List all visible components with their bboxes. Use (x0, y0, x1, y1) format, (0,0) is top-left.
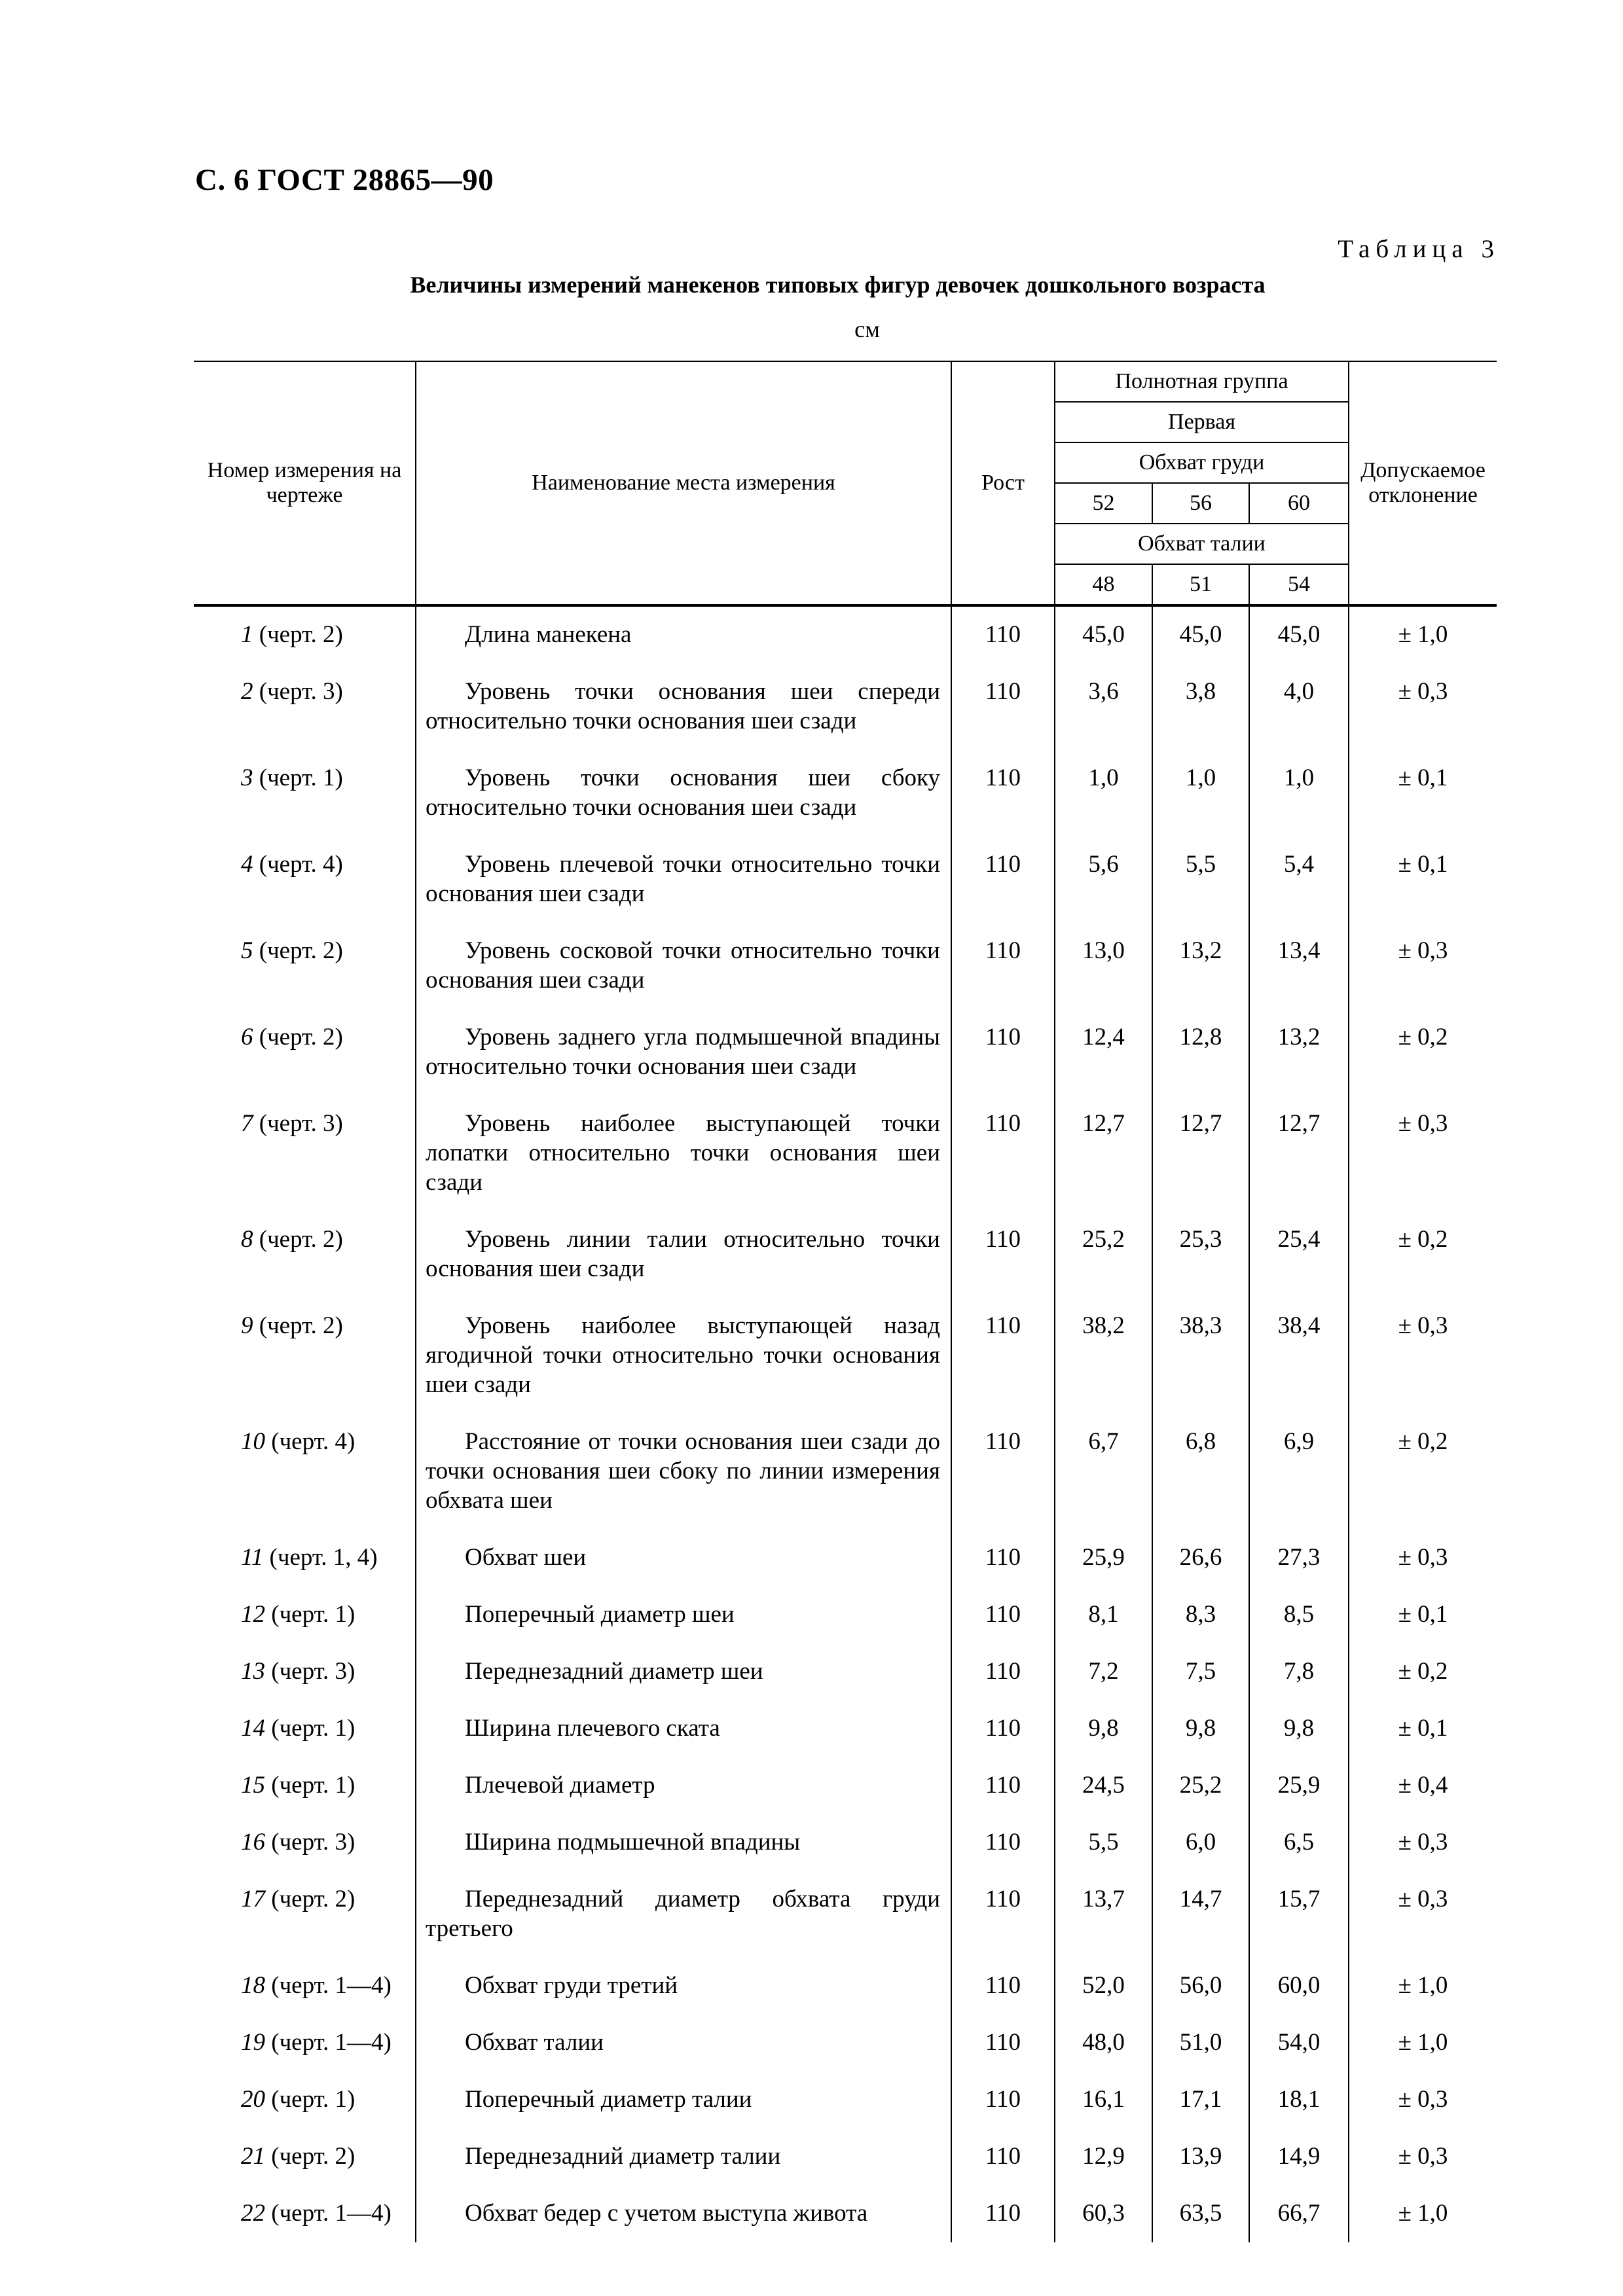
measurement-number: 3 (241, 764, 253, 791)
measurement-number: 20 (241, 2086, 265, 2113)
table-row (194, 836, 1497, 923)
height-cell: 110 (951, 605, 1055, 664)
drawing-ref: (черт. 3) (265, 1829, 356, 1856)
table-row (194, 1643, 1497, 1700)
measurement-number: 19 (241, 2029, 265, 2056)
measurement-number: 17 (241, 1886, 265, 1912)
drawing-ref: (черт. 2) (253, 1226, 343, 1253)
value-cell: 5,5 (1055, 1814, 1152, 1871)
measurement-number: 6 (241, 1024, 253, 1050)
value-cell: 1,0 (1152, 750, 1249, 836)
place-name: Уровень линии талии относительно точки основания шеи сзади (426, 1226, 940, 1282)
place-name: Уровень плечевой точки относительно точки основания шеи сзади (426, 851, 940, 907)
value-cell: 5,5 (1152, 836, 1249, 923)
value-cell: 25,9 (1249, 1757, 1349, 1814)
value-cell: 3,6 (1055, 664, 1152, 750)
place-name-cell (416, 605, 951, 664)
header-chest-value: 60 (1249, 483, 1349, 524)
height-cell: 110 (951, 1096, 1055, 1211)
value-cell: 54,0 (1249, 2015, 1349, 2072)
value-cell: 45,0 (1249, 605, 1349, 664)
value-cell: 48,0 (1055, 2015, 1152, 2072)
tolerance-cell: ± 0,3 (1349, 664, 1497, 750)
measurement-ref-cell (194, 836, 416, 923)
measurement-number: 9 (241, 1312, 253, 1339)
place-name-cell (416, 1587, 951, 1643)
place-name-cell (416, 1530, 951, 1587)
tolerance-cell: ± 0,3 (1349, 1814, 1497, 1871)
tolerance-cell: ± 1,0 (1349, 2015, 1497, 2072)
tolerance-cell: ± 0,1 (1349, 836, 1497, 923)
place-name: Переднезадний диаметр обхвата груди третьего (426, 1886, 940, 1942)
value-cell: 25,2 (1152, 1757, 1249, 1814)
measurement-number: 11 (241, 1544, 264, 1571)
tolerance-cell: ± 0,1 (1349, 750, 1497, 836)
value-cell: 9,8 (1152, 1700, 1249, 1757)
value-cell: 12,9 (1055, 2128, 1152, 2185)
table-row (194, 605, 1497, 664)
table-row (194, 2015, 1497, 2072)
measurement-ref-cell (194, 2128, 416, 2185)
place-name-cell (416, 664, 951, 750)
drawing-ref: (черт. 1) (253, 764, 343, 791)
table-row (194, 1958, 1497, 2015)
header-measurement-no: Номер измерения на чертеже (194, 361, 416, 605)
height-cell: 110 (951, 664, 1055, 750)
value-cell: 13,2 (1249, 1009, 1349, 1096)
place-name-cell (416, 1643, 951, 1700)
drawing-ref: (черт. 2) (265, 2143, 356, 2170)
height-cell: 110 (951, 1871, 1055, 1958)
table-row (194, 1757, 1497, 1814)
place-name-cell (416, 1958, 951, 2015)
measurement-number: 4 (241, 851, 253, 878)
value-cell: 6,7 (1055, 1414, 1152, 1530)
value-cell: 18,1 (1249, 2072, 1349, 2128)
table-row (194, 1414, 1497, 1530)
value-cell: 60,3 (1055, 2185, 1152, 2242)
value-cell: 1,0 (1249, 750, 1349, 836)
measurements-table (194, 361, 1497, 2242)
value-cell: 13,9 (1152, 2128, 1249, 2185)
value-cell: 27,3 (1249, 1530, 1349, 1587)
value-cell: 45,0 (1055, 605, 1152, 664)
value-cell: 5,6 (1055, 836, 1152, 923)
height-cell: 110 (951, 1530, 1055, 1587)
measurement-number: 16 (241, 1829, 265, 1856)
table-row (194, 1587, 1497, 1643)
measurement-ref-cell (194, 1700, 416, 1757)
value-cell: 13,2 (1152, 923, 1249, 1009)
value-cell: 63,5 (1152, 2185, 1249, 2242)
place-name-cell (416, 1298, 951, 1414)
value-cell: 25,9 (1055, 1530, 1152, 1587)
header-waist-value: 48 (1055, 564, 1152, 605)
height-cell: 110 (951, 750, 1055, 836)
tolerance-cell: ± 0,2 (1349, 1643, 1497, 1700)
tolerance-cell: ± 0,1 (1349, 1587, 1497, 1643)
measurement-number: 8 (241, 1226, 253, 1253)
header-chest-value: 52 (1055, 483, 1152, 524)
drawing-ref: (черт. 3) (265, 1658, 356, 1685)
place-name: Обхват талии (465, 2029, 604, 2056)
value-cell: 12,8 (1152, 1009, 1249, 1096)
value-cell: 26,6 (1152, 1530, 1249, 1587)
place-name-cell (416, 750, 951, 836)
tolerance-cell: ± 0,3 (1349, 1871, 1497, 1958)
table-row (194, 1009, 1497, 1096)
value-cell: 13,0 (1055, 923, 1152, 1009)
measurement-ref-cell (194, 605, 416, 664)
height-cell: 110 (951, 1587, 1055, 1643)
drawing-ref: (черт. 2) (253, 621, 343, 648)
drawing-ref: (черт. 1—4) (265, 2200, 392, 2227)
value-cell: 60,0 (1249, 1958, 1349, 2015)
value-cell: 8,1 (1055, 1587, 1152, 1643)
tolerance-cell: ± 0,2 (1349, 1414, 1497, 1530)
measurement-number: 1 (241, 621, 253, 648)
table-row (194, 1298, 1497, 1414)
drawing-ref: (черт. 3) (253, 678, 343, 705)
place-name: Уровень наиболее выступающей точки лопатки относительно точки основания шеи сзади (426, 1110, 940, 1196)
place-name: Уровень точки основания шеи спереди относительно точки основания шеи сзади (426, 678, 940, 734)
place-name: Обхват бедер с учетом выступа живота (465, 2200, 868, 2227)
height-cell: 110 (951, 1958, 1055, 2015)
measurement-number: 18 (241, 1972, 265, 1999)
place-name-cell (416, 1096, 951, 1211)
table-unit: см (854, 316, 880, 342)
header-waist-value: 51 (1152, 564, 1249, 605)
place-name-cell (416, 1009, 951, 1096)
table-row (194, 923, 1497, 1009)
value-cell: 9,8 (1055, 1700, 1152, 1757)
table-row (194, 1871, 1497, 1958)
place-name: Переднезадний диаметр шеи (465, 1658, 763, 1685)
header-chest-girth: Обхват груди (1055, 442, 1349, 483)
drawing-ref: (черт. 3) (253, 1110, 343, 1137)
value-cell: 5,4 (1249, 836, 1349, 923)
drawing-ref: (черт. 2) (265, 1886, 356, 1912)
value-cell: 8,5 (1249, 1587, 1349, 1643)
value-cell: 8,3 (1152, 1587, 1249, 1643)
value-cell: 17,1 (1152, 2072, 1249, 2128)
height-cell: 110 (951, 1414, 1055, 1530)
drawing-ref: (черт. 2) (253, 937, 343, 964)
height-cell: 110 (951, 2015, 1055, 2072)
measurement-number: 10 (241, 1428, 265, 1455)
measurement-ref-cell (194, 750, 416, 836)
tolerance-cell: ± 1,0 (1349, 1958, 1497, 2015)
tolerance-cell: ± 0,3 (1349, 1096, 1497, 1211)
tolerance-cell: ± 1,0 (1349, 605, 1497, 664)
place-name-cell (416, 1871, 951, 1958)
tolerance-cell: ± 1,0 (1349, 2185, 1497, 2242)
measurement-ref-cell (194, 1211, 416, 1298)
place-name-cell (416, 2185, 951, 2242)
measurement-ref-cell (194, 1871, 416, 1958)
drawing-ref: (черт. 1—4) (265, 1972, 392, 1999)
value-cell: 13,7 (1055, 1871, 1152, 1958)
measurement-ref-cell (194, 664, 416, 750)
value-cell: 12,7 (1249, 1096, 1349, 1211)
value-cell: 3,8 (1152, 664, 1249, 750)
header-chest-value: 56 (1152, 483, 1249, 524)
place-name: Расстояние от точки основания шеи сзади до точки основания шеи сбоку по линии измерения обхвата шеи (426, 1428, 940, 1514)
value-cell: 6,8 (1152, 1414, 1249, 1530)
table-row (194, 750, 1497, 836)
table-row (194, 1211, 1497, 1298)
table-body (194, 605, 1497, 2242)
measurement-number: 12 (241, 1601, 265, 1628)
tolerance-cell: ± 0,1 (1349, 1700, 1497, 1757)
table-row (194, 2185, 1497, 2242)
height-cell: 110 (951, 2128, 1055, 2185)
height-cell: 110 (951, 1700, 1055, 1757)
place-name: Поперечный диаметр шеи (465, 1601, 735, 1628)
header-waist-value: 54 (1249, 564, 1349, 605)
height-cell: 110 (951, 836, 1055, 923)
height-cell: 110 (951, 1009, 1055, 1096)
place-name: Длина манекена (465, 621, 632, 648)
table-row (194, 1814, 1497, 1871)
value-cell: 14,7 (1152, 1871, 1249, 1958)
place-name: Уровень сосковой точки относительно точки основания шеи сзади (426, 937, 940, 994)
header-place-name: Наименование места измерения (416, 361, 951, 605)
table-row (194, 1096, 1497, 1211)
value-cell: 25,3 (1152, 1211, 1249, 1298)
tolerance-cell: ± 0,2 (1349, 1211, 1497, 1298)
height-cell: 110 (951, 2185, 1055, 2242)
measurement-number: 7 (241, 1110, 253, 1137)
tolerance-cell: ± 0,3 (1349, 1298, 1497, 1414)
value-cell: 12,7 (1055, 1096, 1152, 1211)
value-cell: 25,2 (1055, 1211, 1152, 1298)
drawing-ref: (черт. 1—4) (265, 2029, 392, 2056)
height-cell: 110 (951, 1757, 1055, 1814)
drawing-ref: (черт. 1) (265, 1715, 356, 1742)
value-cell: 12,7 (1152, 1096, 1249, 1211)
height-cell: 110 (951, 1211, 1055, 1298)
table-row (194, 1530, 1497, 1587)
place-name: Переднезадний диаметр талии (465, 2143, 781, 2170)
value-cell: 52,0 (1055, 1958, 1152, 2015)
table-row (194, 2128, 1497, 2185)
header-tolerance: Допускаемое отклонение (1349, 361, 1497, 605)
place-name-cell (416, 836, 951, 923)
measurement-number: 22 (241, 2200, 265, 2227)
header-fullness-group: Полнотная группа (1055, 361, 1349, 402)
measurement-ref-cell (194, 2015, 416, 2072)
tolerance-cell: ± 0,3 (1349, 1530, 1497, 1587)
drawing-ref: (черт. 1) (265, 2086, 356, 2113)
measurement-ref-cell (194, 2185, 416, 2242)
value-cell: 9,8 (1249, 1700, 1349, 1757)
value-cell: 7,2 (1055, 1643, 1152, 1700)
value-cell: 7,8 (1249, 1643, 1349, 1700)
place-name: Уровень заднего угла подмышечной впадины относительно точки основания шеи сзади (426, 1024, 940, 1080)
value-cell: 25,4 (1249, 1211, 1349, 1298)
value-cell: 12,4 (1055, 1009, 1152, 1096)
value-cell: 38,4 (1249, 1298, 1349, 1414)
place-name: Уровень наиболее выступающей назад ягодичной точки относительно точки основания шеи сзади (426, 1312, 940, 1398)
measurement-number: 13 (241, 1658, 265, 1685)
value-cell: 6,9 (1249, 1414, 1349, 1530)
drawing-ref: (черт. 2) (253, 1024, 343, 1050)
value-cell: 51,0 (1152, 2015, 1249, 2072)
measurement-number: 2 (241, 678, 253, 705)
place-name: Поперечный диаметр талии (465, 2086, 752, 2113)
measurement-ref-cell (194, 1814, 416, 1871)
value-cell: 66,7 (1249, 2185, 1349, 2242)
table-title: Величины измерений манекенов типовых фигур девочек дошкольного возраста (410, 272, 1266, 298)
measurement-number: 5 (241, 937, 253, 964)
value-cell: 13,4 (1249, 923, 1349, 1009)
height-cell: 110 (951, 923, 1055, 1009)
table-row (194, 664, 1497, 750)
drawing-ref: (черт. 4) (265, 1428, 356, 1455)
header-group-first: Первая (1055, 402, 1349, 442)
place-name-cell (416, 2128, 951, 2185)
drawing-ref: (черт. 1, 4) (263, 1544, 378, 1571)
measurement-ref-cell (194, 1096, 416, 1211)
place-name: Ширина подмышечной впадины (465, 1829, 801, 1856)
place-name-cell (416, 1814, 951, 1871)
measurement-ref-cell (194, 923, 416, 1009)
measurement-ref-cell (194, 2072, 416, 2128)
place-name-cell (416, 923, 951, 1009)
tolerance-cell: ± 0,3 (1349, 2072, 1497, 2128)
place-name: Плечевой диаметр (465, 1772, 655, 1799)
value-cell: 38,2 (1055, 1298, 1152, 1414)
tolerance-cell: ± 0,4 (1349, 1757, 1497, 1814)
place-name: Уровень точки основания шеи сбоку относительно точки основания шеи сзади (426, 764, 940, 821)
measurement-ref-cell (194, 1530, 416, 1587)
value-cell: 14,9 (1249, 2128, 1349, 2185)
value-cell: 4,0 (1249, 664, 1349, 750)
place-name: Обхват груди третий (465, 1972, 678, 1999)
place-name-cell (416, 1211, 951, 1298)
height-cell: 110 (951, 2072, 1055, 2128)
header-waist-girth: Обхват талии (1055, 524, 1349, 564)
measurement-ref-cell (194, 1414, 416, 1530)
height-cell: 110 (951, 1814, 1055, 1871)
value-cell: 16,1 (1055, 2072, 1152, 2128)
measurement-number: 14 (241, 1715, 265, 1742)
tolerance-cell: ± 0,2 (1349, 1009, 1497, 1096)
value-cell: 24,5 (1055, 1757, 1152, 1814)
value-cell: 6,5 (1249, 1814, 1349, 1871)
header-height: Рост (951, 361, 1055, 605)
table-row (194, 2072, 1497, 2128)
place-name-cell (416, 1700, 951, 1757)
place-name-cell (416, 2072, 951, 2128)
measurement-number: 21 (241, 2143, 265, 2170)
value-cell: 15,7 (1249, 1871, 1349, 1958)
drawing-ref: (черт. 1) (265, 1601, 356, 1628)
place-name: Обхват шеи (465, 1544, 587, 1571)
place-name-cell (416, 1414, 951, 1530)
measurement-ref-cell (194, 1958, 416, 2015)
height-cell: 110 (951, 1298, 1055, 1414)
tolerance-cell: ± 0,3 (1349, 2128, 1497, 2185)
place-name: Ширина плечевого ската (465, 1715, 720, 1742)
measurement-number: 15 (241, 1772, 265, 1799)
value-cell: 1,0 (1055, 750, 1152, 836)
value-cell: 7,5 (1152, 1643, 1249, 1700)
place-name-cell (416, 1757, 951, 1814)
drawing-ref: (черт. 2) (253, 1312, 343, 1339)
value-cell: 38,3 (1152, 1298, 1249, 1414)
value-cell: 6,0 (1152, 1814, 1249, 1871)
value-cell: 56,0 (1152, 1958, 1249, 2015)
measurement-ref-cell (194, 1587, 416, 1643)
page-header: С. 6 ГОСТ 28865—90 (195, 163, 494, 197)
tolerance-cell: ± 0,3 (1349, 923, 1497, 1009)
measurement-ref-cell (194, 1298, 416, 1414)
drawing-ref: (черт. 1) (265, 1772, 356, 1799)
measurement-ref-cell (194, 1009, 416, 1096)
height-cell: 110 (951, 1643, 1055, 1700)
drawing-ref: (черт. 4) (253, 851, 343, 878)
measurement-ref-cell (194, 1757, 416, 1814)
value-cell: 45,0 (1152, 605, 1249, 664)
place-name-cell (416, 2015, 951, 2072)
table-row (194, 1700, 1497, 1757)
measurement-ref-cell (194, 1643, 416, 1700)
table-label: Таблица 3 (1338, 235, 1500, 263)
